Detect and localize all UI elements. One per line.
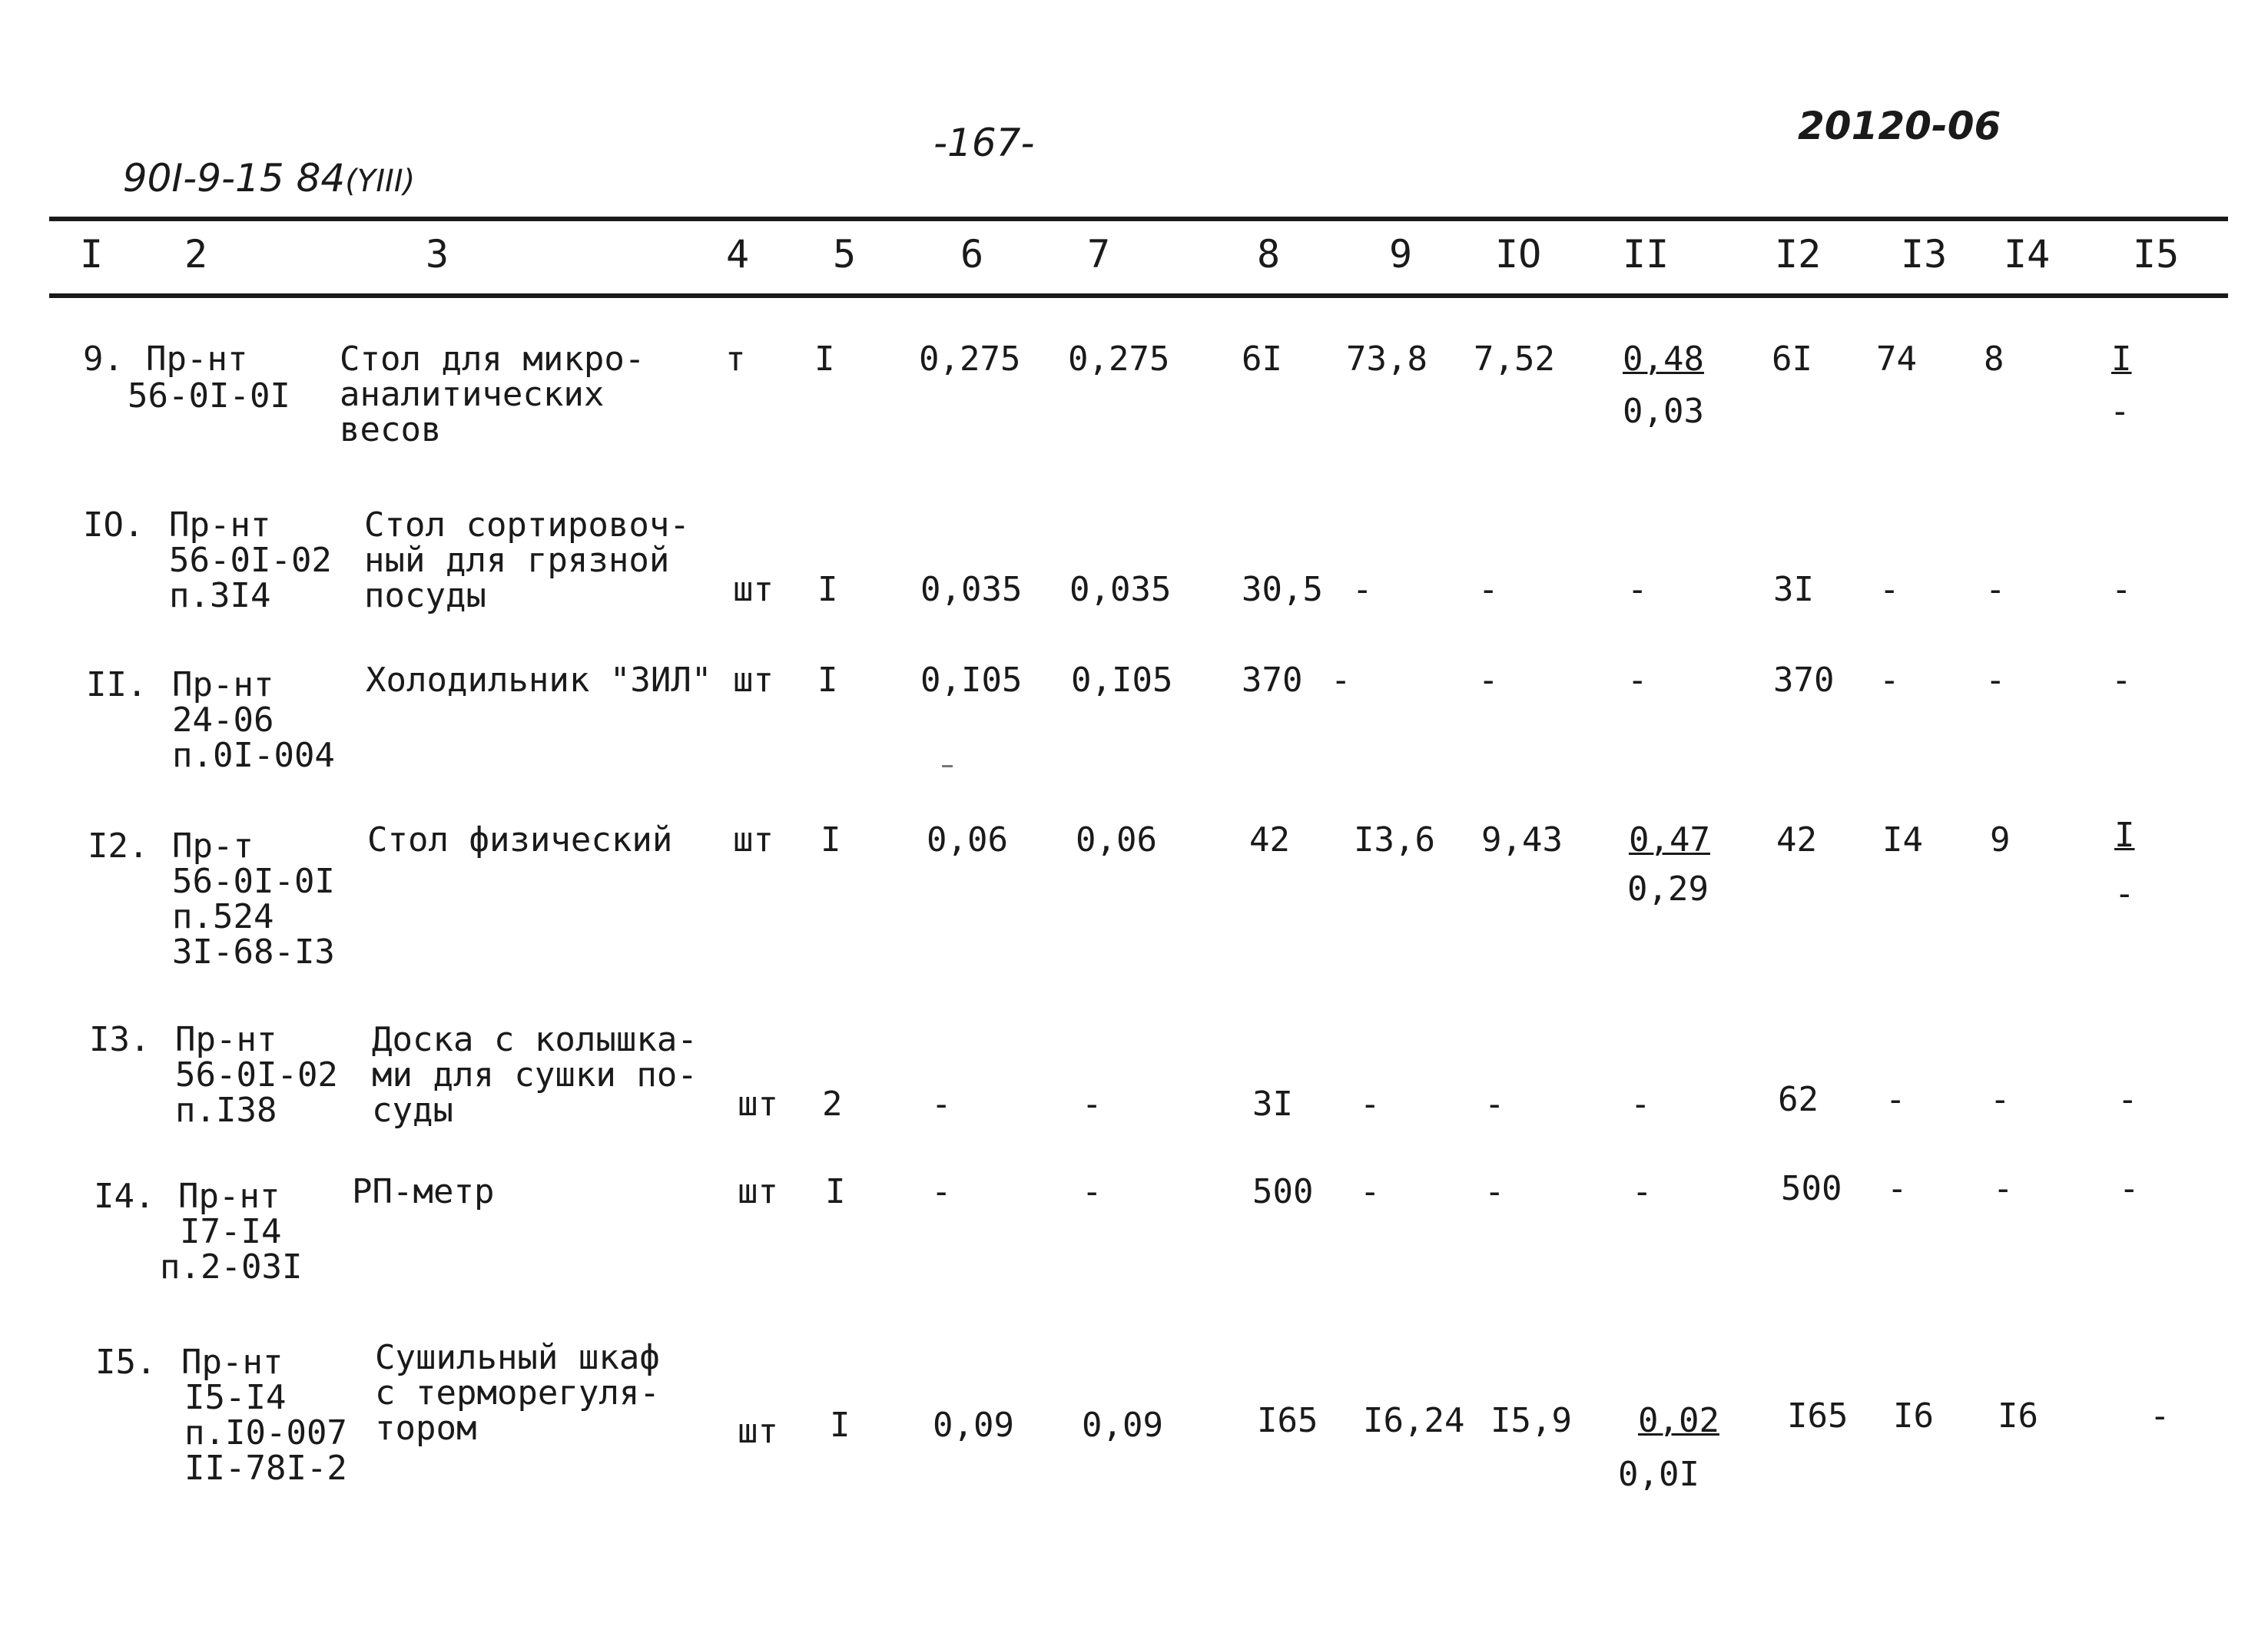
cell-col8: 500 [1252, 1172, 1314, 1211]
row-ref-line: 3I-68-I3 [172, 932, 335, 972]
row-ref-line: Пр-т [172, 826, 254, 866]
cell-col9: - [1352, 570, 1373, 609]
cell-col7: 0,I05 [1071, 661, 1173, 700]
cell-col14: - [1985, 570, 2006, 609]
cell-col15: - [2111, 661, 2132, 700]
row-number: I5. [95, 1343, 157, 1382]
cell-col6: 0,I05 [920, 661, 1023, 700]
row-unit: шт [733, 570, 774, 609]
row-qty: I [830, 1406, 850, 1445]
cell-col10: - [1484, 1172, 1505, 1211]
cell-col8: 370 [1242, 661, 1303, 700]
row-ref-line: Пр-нт [178, 1177, 280, 1216]
reference-number: 20120-06 [1798, 104, 2001, 148]
row-name-line: Стол физический [367, 820, 673, 860]
cell-col14: - [1990, 1080, 2011, 1119]
cell-col7: - [1082, 1085, 1102, 1124]
cell-col11: - [1627, 661, 1648, 700]
row-ref-line: Пр-нт [169, 505, 271, 545]
cell-col13: - [1885, 1080, 1906, 1119]
cell-col6: 0,035 [920, 570, 1023, 609]
cell-col12: 6I [1772, 340, 1812, 379]
row-unit: шт [738, 1172, 778, 1211]
cell-col11-top: 0,47 [1629, 820, 1710, 860]
cell-col15-top: I [2111, 340, 2132, 379]
row-qty: I [817, 661, 838, 700]
row-unit: т [725, 340, 746, 379]
cell-col9: - [1360, 1085, 1381, 1124]
cell-col9: 73,8 [1346, 340, 1427, 379]
row-name-line: ми для сушки по- [372, 1055, 698, 1095]
cell-col12: 500 [1781, 1169, 1842, 1208]
cell-col14: - [1993, 1169, 2014, 1208]
col-header-3: 3 [426, 232, 449, 277]
row-qty: I [825, 1172, 846, 1211]
col-header-14: I4 [2004, 232, 2051, 277]
row-ref-line: Пр-нт [146, 340, 248, 379]
row-name-line: посуды [364, 576, 486, 615]
row-number: IO. [83, 505, 144, 545]
cell-col13: - [1887, 1169, 1908, 1208]
cell-col6: 0,275 [919, 340, 1021, 379]
cell-col7: - [1082, 1172, 1102, 1211]
row-name-line: суды [372, 1091, 453, 1130]
cell-col8: I65 [1257, 1401, 1318, 1440]
row-name-line: аналитических [340, 375, 605, 414]
row-ref-line: II-78I-2 [184, 1449, 347, 1488]
row-name-line: Стол сортировоч- [364, 505, 690, 545]
cell-col13: I4 [1882, 820, 1923, 860]
row-ref-line: 56-0I-0I [128, 376, 290, 416]
row-ref-line: 56-0I-02 [175, 1055, 338, 1095]
header-bottom-rule [49, 293, 2228, 298]
col-header-12: I2 [1775, 232, 1822, 277]
page-number: -167- [933, 121, 1035, 165]
cell-col8: 42 [1249, 820, 1290, 860]
row-qty: I [814, 340, 835, 379]
cell-col11-bottom: 0,0I [1618, 1455, 1699, 1494]
cell-col11-bottom: 0,03 [1623, 392, 1704, 431]
row-name-line: с терморегуля- [375, 1373, 660, 1413]
row-name-line: тором [375, 1409, 477, 1448]
cell-col13: 74 [1876, 340, 1917, 379]
cell-col15: - [2117, 1080, 2138, 1119]
cell-col10: 9,43 [1481, 820, 1563, 860]
row-ref-line: п.0I-004 [172, 736, 335, 775]
cell-col11-top: 0,02 [1638, 1401, 1719, 1440]
stray-mark [942, 765, 953, 767]
col-header-5: 5 [833, 232, 857, 277]
cell-col15: - [2150, 1396, 2170, 1436]
col-header-15: I5 [2133, 232, 2180, 277]
cell-col13: - [1879, 570, 1900, 609]
cell-col10: - [1484, 1085, 1505, 1124]
row-qty: 2 [822, 1085, 843, 1124]
cell-col13: I6 [1893, 1396, 1934, 1436]
row-number: II. [86, 665, 148, 704]
cell-col8: 30,5 [1242, 570, 1323, 609]
cell-col13: - [1879, 661, 1900, 700]
row-number: I3. [89, 1020, 151, 1059]
row-unit: шт [733, 661, 774, 700]
cell-col14: - [1985, 661, 2006, 700]
cell-col15-top: I [2114, 816, 2135, 855]
col-header-4: 4 [726, 232, 750, 277]
cell-col14: 8 [1984, 340, 2004, 379]
col-header-13: I3 [1901, 232, 1948, 277]
cell-col9: - [1331, 661, 1351, 700]
row-ref-line: п.I38 [175, 1091, 277, 1130]
cell-col11: - [1627, 570, 1648, 609]
cell-col9: I3,6 [1354, 820, 1435, 860]
cell-col7: 0,275 [1068, 340, 1170, 379]
row-name-line: Холодильник "ЗИЛ" [366, 661, 712, 700]
cell-col10: I5,9 [1490, 1401, 1572, 1440]
row-ref-line: I7-I4 [180, 1212, 282, 1251]
cell-col15-bottom: - [2114, 874, 2135, 913]
row-name-line: Сушильный шкаф [375, 1338, 660, 1377]
col-header-2: 2 [184, 232, 208, 277]
document-code: 90I-9-15 84(YIII) [122, 156, 416, 200]
row-number: 9. [83, 340, 124, 379]
cell-col9: I6,24 [1363, 1401, 1465, 1440]
cell-col6: - [931, 1085, 952, 1124]
cell-col6: 0,06 [927, 820, 1008, 860]
row-ref-line: 56-0I-0I [172, 862, 335, 901]
col-header-1: I [80, 232, 104, 277]
col-header-7: 7 [1087, 232, 1111, 277]
cell-col6: - [931, 1172, 952, 1211]
row-unit: шт [733, 820, 774, 860]
row-ref-line: Пр-нт [181, 1343, 284, 1382]
row-ref-line: п.I0-007 [184, 1413, 347, 1452]
cell-col10: - [1478, 661, 1499, 700]
row-ref-line: п.2-03I [160, 1247, 303, 1287]
row-unit: шт [738, 1085, 778, 1124]
cell-col7: 0,09 [1082, 1406, 1163, 1445]
row-unit: шт [738, 1412, 778, 1451]
cell-col12: 3I [1773, 570, 1814, 609]
col-header-10: IO [1495, 232, 1542, 277]
row-name-line: весов [340, 410, 442, 449]
row-name-line: Доска с колышка- [372, 1020, 698, 1059]
cell-col7: 0,035 [1069, 570, 1172, 609]
row-number: I4. [94, 1177, 155, 1216]
col-header-8: 8 [1257, 232, 1281, 277]
cell-col14: 9 [1990, 820, 2011, 860]
cell-col15: - [2119, 1169, 2140, 1208]
cell-col8: 3I [1252, 1085, 1293, 1124]
header-top-rule [49, 217, 2228, 221]
cell-col11: - [1630, 1085, 1651, 1124]
row-ref-line: 24-06 [172, 701, 274, 740]
cell-col11: - [1632, 1172, 1653, 1211]
cell-col9: - [1360, 1172, 1381, 1211]
row-number: I2. [88, 826, 149, 866]
cell-col10: 7,52 [1474, 340, 1555, 379]
row-ref-line: 56-0I-02 [169, 541, 332, 580]
row-qty: I [821, 820, 841, 860]
row-ref-line: Пр-нт [172, 665, 274, 704]
row-ref-line: I5-I4 [184, 1378, 287, 1417]
col-header-6: 6 [960, 232, 984, 277]
cell-col14: I6 [1998, 1396, 2038, 1436]
cell-col10: - [1478, 570, 1499, 609]
cell-col15-bottom: - [2110, 392, 2130, 431]
row-qty: I [817, 570, 838, 609]
row-name-line: Стол для микро- [340, 340, 645, 379]
col-header-11: II [1623, 232, 1670, 277]
cell-col8: 6I [1242, 340, 1282, 379]
cell-col12: 62 [1778, 1080, 1819, 1119]
cell-col12: I65 [1787, 1396, 1849, 1436]
row-ref-line: п.524 [172, 897, 274, 936]
row-ref-line: Пр-нт [175, 1020, 277, 1059]
cell-col6: 0,09 [933, 1406, 1014, 1445]
cell-col12: 42 [1776, 820, 1817, 860]
row-ref-line: п.3I4 [169, 576, 271, 615]
cell-col11-bottom: 0,29 [1627, 869, 1709, 909]
row-name-line: ный для грязной [364, 541, 670, 580]
cell-col12: 370 [1773, 661, 1835, 700]
row-name-line: РП-метр [352, 1172, 495, 1211]
cell-col11-top: 0,48 [1623, 340, 1704, 379]
cell-col15: - [2111, 570, 2132, 609]
cell-col7: 0,06 [1076, 820, 1157, 860]
col-header-9: 9 [1389, 232, 1413, 277]
